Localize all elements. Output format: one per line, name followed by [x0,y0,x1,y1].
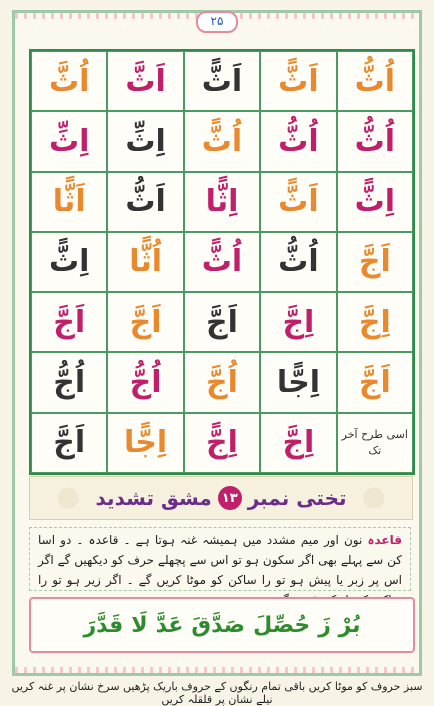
footer-note: سبز حروف کو موٹا کریں باقی تمام رنگوں کے حروف باریک پڑھیں سرخ نشان پر غنہ کریں نیلے نشان پر قلقلہ کریں [11,680,423,706]
letter-cell: اُثُّ [260,111,336,171]
practice-word: صَدَّقَ [191,612,246,638]
letter-cell: اِجَّ [337,292,413,352]
rule-text: نون اور میم مشدد میں ہمیشہ غنہ ہوتا ہے ۔ قاعدہ ۔ دو اسا کن سے پہلے بھی اگر سکون ہو تو اس سے پچھلے حرف کو دیکھیں گے اگر اس پر زبر یا پیش ہو تو را ساکن کو موٹا کریں گے ۔ اگر زیر ہو تو را [38,533,402,587]
practice-words-row [29,597,415,653]
letter-cell: اِثًّ [31,232,107,292]
letter-cell: اَثَّ [107,51,183,111]
lesson-title-band [29,476,413,520]
letter-cell: اَثًّ [184,51,260,111]
letter-cell: اَجَّ [184,292,260,352]
page-frame [12,10,422,676]
letter-cell: اَثًّا [31,172,107,232]
letter-cell: اَثًّ [260,172,336,232]
letter-cell: اَجَّ [337,352,413,412]
letter-cell: اُثُّ [260,232,336,292]
letter-cell: اِجًّا [260,352,336,412]
rule-box [29,527,411,591]
letter-cell: اُثًّا [107,232,183,292]
letter-cell: اِثِّ [107,111,183,171]
letter-cell: اَثُّ [107,172,183,232]
letter-cell: اَجَّ [31,292,107,352]
letter-cell: اِجَّ [260,292,336,352]
practice-word: لَا [131,612,148,638]
letter-cell: اَجَّ [337,232,413,292]
letter-cell: اِثًّ [337,172,413,232]
letter-cell: اُثًّ [184,111,260,171]
letter-cell: اِثًّا [184,172,260,232]
letter-cell: اُجُّ [31,352,107,412]
letter-grid [29,49,415,475]
practice-word: عَدَّ [155,612,184,638]
letter-cell: اَجَّ [31,413,107,473]
letter-cell: اِجًّ [184,413,260,473]
lesson-title: تختی نمبر [247,486,347,510]
letter-cell: اِجًّا [107,413,183,473]
lesson-subtitle: مشق تشدید [95,486,212,510]
lesson-number-badge: ۱۳ [218,486,242,510]
grid-note-cell: اسی طرح آخر تک [337,413,413,473]
page-number: ۲۵ [196,11,238,33]
letter-cell: اَجَّ [107,292,183,352]
rule-heading: قاعدہ [367,533,402,547]
letter-cell: اُثُّ [337,51,413,111]
letter-cell: اُثًّ [184,232,260,292]
letter-cell: اُجُّ [107,352,183,412]
practice-word: قَدَّرَ [83,612,124,638]
letter-cell: اِثِّ [31,111,107,171]
letter-cell: اُجَّ [184,352,260,412]
practice-word: حُصِّلَ [253,612,311,638]
practice-word: بُرْ زَ [318,612,361,638]
letter-cell: اُثَّ [31,51,107,111]
letter-cell: اُثُّ [337,111,413,171]
letter-cell: اَثًّ [260,51,336,111]
letter-cell: اِجَّ [260,413,336,473]
